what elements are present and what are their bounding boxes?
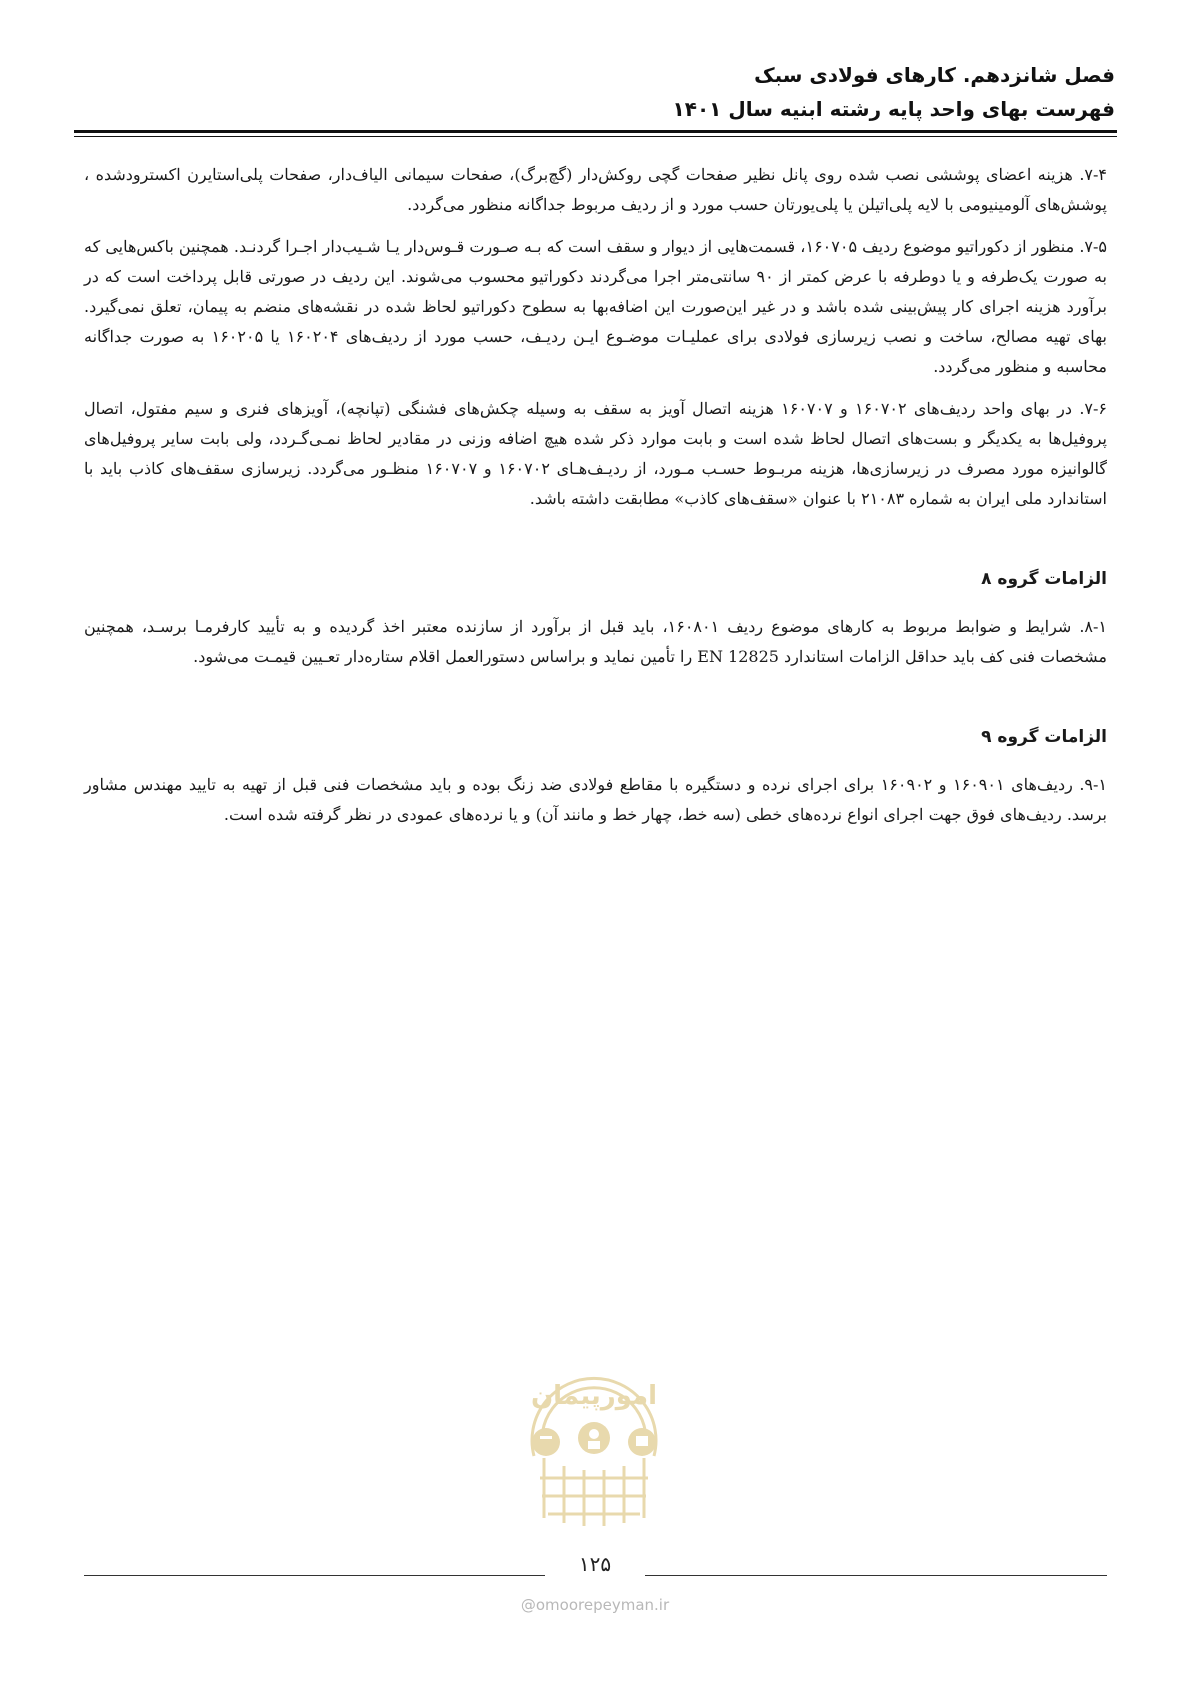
logo-emblem-icon — [504, 1338, 684, 1526]
group-8-heading: الزامات گروه ۸ — [981, 569, 1107, 589]
paragraph-7-4: ۷-۴. هزینه اعضای پوششی نصب شده روی پانل نظیر صفحات گچی روکش‌دار (گچ‌برگ)، صفحات سیمانی الیاف‌دار، صفحات پلی‌استایرن اکسترودشده ، پوشش‌های آلومینیومی با لایه پلی‌اتیلن یا پلی‌یورتان حسب مورد و از ردیف مربوط جداگانه منظور می‌گردد. — [84, 165, 1107, 214]
list-title: فهرست بهای واحد پایه رشته ابنیه سال ۱۴۰۱ — [672, 97, 1115, 121]
publisher-logo — [504, 1338, 684, 1526]
page-header — [75, 58, 1115, 126]
chapter-title: فصل شانزدهم. کارهای فولادی سبک — [754, 63, 1115, 87]
group-9-heading: الزامات گروه ۹ — [981, 727, 1107, 747]
site-watermark: @omoorepeyman.ir — [520, 1596, 670, 1614]
page-number: ۱۲۵ — [545, 1552, 645, 1576]
paragraph-7-6: ۷-۶. در بهای واحد ردیف‌های ۱۶۰۷۰۲ و ۱۶۰۷۰۷ هزینه اتصال آویز به سقف به وسیله چکش‌های فشنگی (تپانچه)، آویزهای فنری و سیم مفتول، اتصال پروفیل‌ها به یکدیگر و بست‌های اتصال لحاظ شده است و بابت موارد ذکر شده هیچ اضافه وزنی در مقادیر لحاظ نمـی‌گـردد، ولی بابت سایر پروفیل‌های گالوانیزه مورد مصرف در زیرسازی‌ها، هزینه مربـوط حسـب مـورد، از ردیـف‌هـای ۱۶۰۷۰۲ و ۱۶۰۷۰۷ منظـور می‌گردد. زیرسازی سقف‌های کاذب باید با استاندارد ملی ایران به شماره ۲۱۰۸۳ با عنوان «سقف‌های کاذب» مطابقت داشته باشد. — [84, 399, 1107, 508]
page-content — [84, 160, 1107, 842]
header-rule-thin — [74, 136, 1117, 137]
header-rule-thick — [74, 130, 1117, 133]
paragraph-8-1: ۸-۱. شرایط و ضوابط مربوط به کارهای موضوع ردیف ۱۶۰۸۰۱، باید قبل از برآورد از سازنده معتبر اخذ گردیده و به تأیید کارفرمـا برسـد، همچنین مشخصات فنی کف باید حداقل الزامات استاندارد EN 12825 را تأمین نماید و براساس دستورالعمل اقلام ستاره‌دار تعـیین قیمـت می‌شود. — [84, 617, 1108, 666]
logo-text: امورپیمان — [530, 1381, 658, 1411]
paragraph-7-5: ۷-۵. منظور از دکوراتیو موضوع ردیف ۱۶۰۷۰۵، قسمت‌هایی از دیوار و سقف است که بـه صـورت قـوس‌دار یـا شـیب‌دار اجـرا گردنـد. همچنین باکس‌هایی که به صورت یک‌طرفه و یا دوطرفه با عرض کمتر از ۹۰ سانتی‌متر اجرا می‌گردند دکوراتیو محسوب می‌شوند. این ردیف در صورتی قابل پرداخت است که در برآورد هزینه اجرای کار پیش‌بینی شده باشد و در غیر این‌صورت این اضافه‌بها به سطوح دکوراتیو لحاظ شده در نقشه‌های منضم به پیمان، تعلق نمی‌گیرد. بهای تهیه مصالح، ساخت و نصب زیرسازی فولادی برای عملیـات موضـوع ایـن ردیـف، حسب مورد از ردیف‌های ۱۶۰۲۰۴ یا ۱۶۰۲۰۵ به صورت جداگانه محاسبه و منظور می‌گردد. — [84, 237, 1108, 376]
paragraph-9-1: ۹-۱. ردیف‌های ۱۶۰۹۰۱ و ۱۶۰۹۰۲ برای اجرای نرده و دستگیره با مقاطع فولادی ضد زنگ بوده و باید مشخصات فنی قبل از تهیه به تایید مهندس مشاور برسد. ردیف‌های فوق جهت اجرای انواع نرده‌های خطی (سه خط، چهار خط و مانند آن) و یا نرده‌های عمودی در نظر گرفته شده است. — [84, 775, 1107, 824]
